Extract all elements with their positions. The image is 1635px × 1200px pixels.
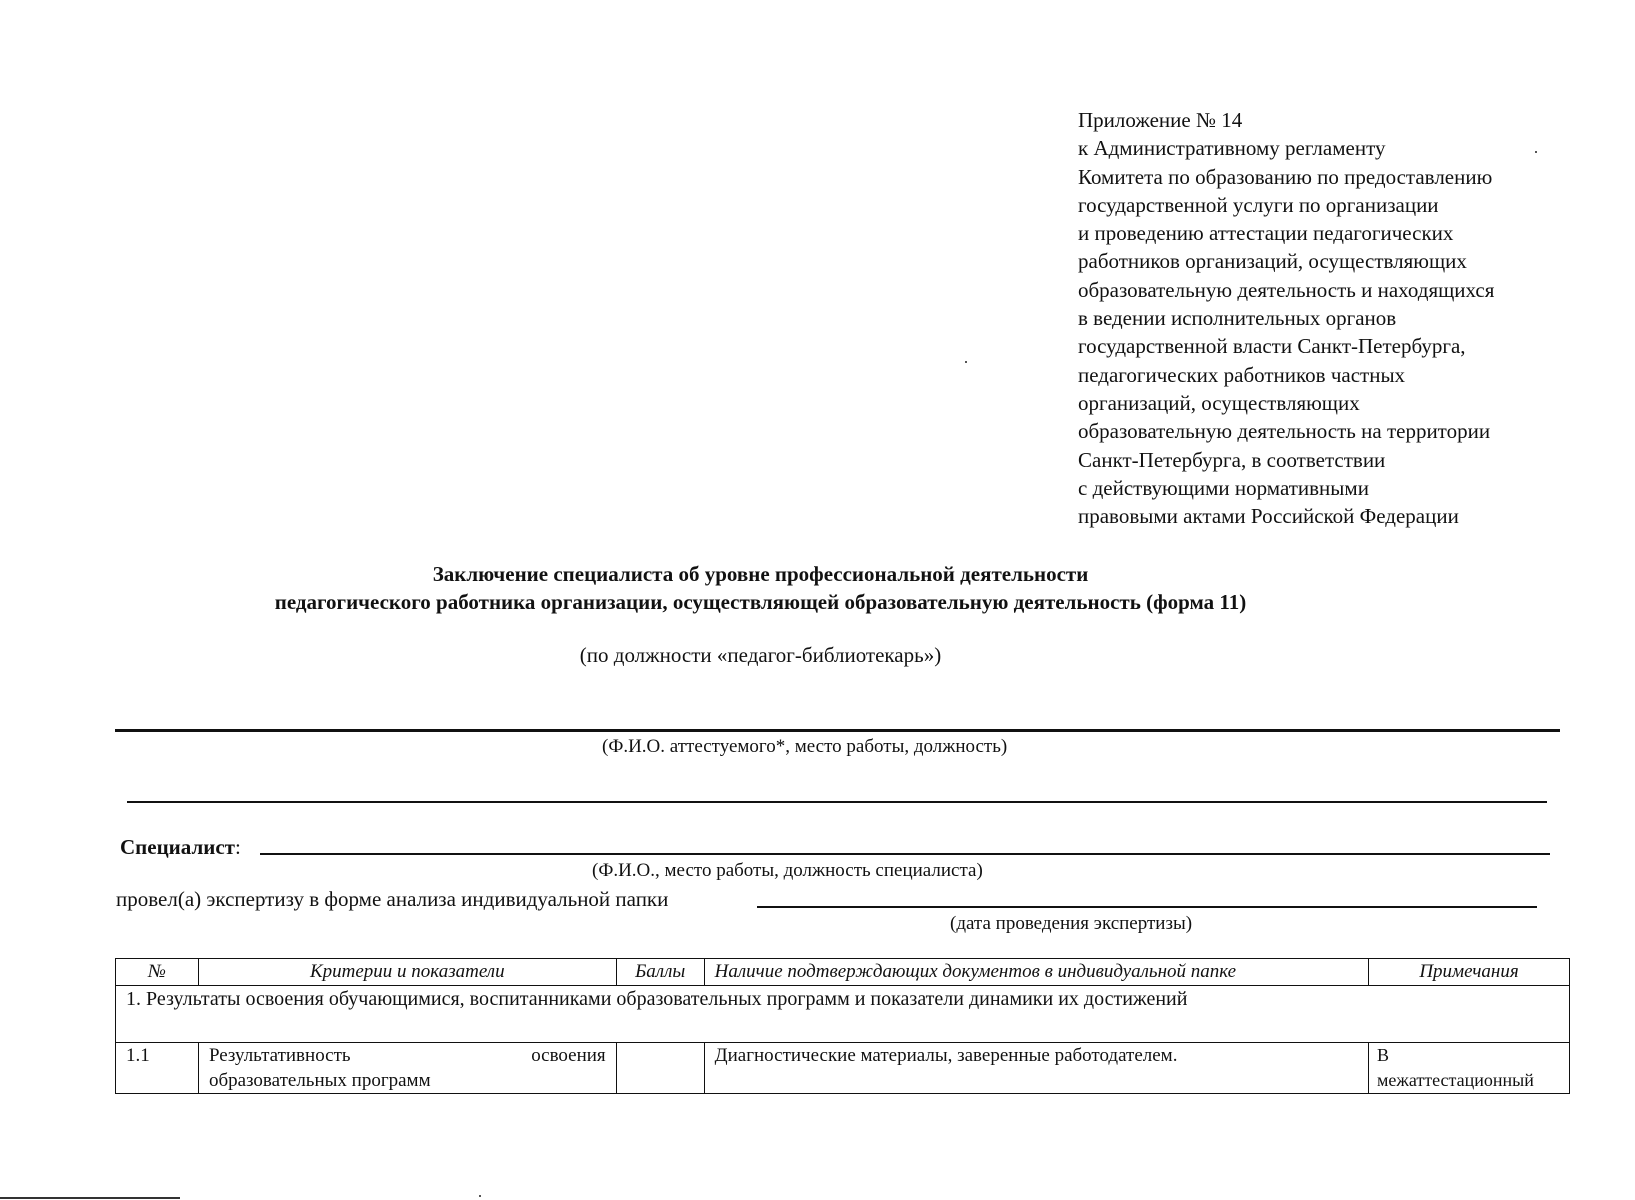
row-num: 1.1 xyxy=(116,1043,199,1094)
annex-line: педагогических работников частных xyxy=(1078,362,1406,387)
header-score: Баллы xyxy=(616,959,704,986)
annex-line: государственной услуги по организации xyxy=(1078,192,1439,217)
attestee-field-line[interactable] xyxy=(115,729,1560,732)
section-1-title: 1. Результаты освоения обучающимися, воспитанниками образовательных программ и показатели динамики их достижений xyxy=(116,986,1570,1043)
expertise-date-line[interactable] xyxy=(757,906,1537,908)
specialist-field-line[interactable] xyxy=(260,853,1550,855)
attestee-field-line-2[interactable] xyxy=(127,801,1547,803)
scan-speck xyxy=(1535,151,1537,153)
annex-line: работников организаций, осуществляющих xyxy=(1078,249,1467,274)
document-title-line2: педагогического работника организации, осуществляющей образовательную деятельность (форма 11) xyxy=(274,590,1247,614)
date-caption: (дата проведения экспертизы) xyxy=(950,913,1193,934)
row-notes: В межаттестационный xyxy=(1369,1043,1570,1094)
row-score-cell[interactable] xyxy=(616,1043,704,1094)
annex-line: и проведению аттестации педагогических xyxy=(1078,221,1454,246)
annex-line: к Административному регламенту xyxy=(1078,136,1386,161)
criteria-table xyxy=(115,958,1570,1094)
annex-line: правовыми актами Российской Федерации xyxy=(1078,504,1459,529)
annex-line: с действующими нормативными xyxy=(1078,475,1369,500)
attestee-caption: (Ф.И.О. аттестуемого*, место работы, должность) xyxy=(602,736,1008,757)
specialist-label: Специалист: xyxy=(120,835,241,859)
scan-edge-line xyxy=(0,1197,180,1199)
row-documents: Диагностические материалы, заверенные работодателем. xyxy=(704,1043,1368,1094)
section-header-row xyxy=(116,986,1570,1043)
scan-speck xyxy=(965,361,967,363)
annex-line: Приложение № 14 xyxy=(1078,108,1243,132)
expertise-label: провел(а) экспертизу в форме анализа индивидуальной папки xyxy=(116,887,669,911)
annex-line: в ведении исполнительных органов xyxy=(1078,306,1397,331)
header-num: № xyxy=(116,959,199,986)
header-documents: Наличие подтверждающих документов в индивидуальной папке xyxy=(704,959,1368,986)
position-subtitle: (по должности «педагог-библиотекарь») xyxy=(579,643,942,667)
annex-line: государственной власти Санкт-Петербурга, xyxy=(1078,334,1466,359)
annex-line: Комитета по образованию по предоставлению xyxy=(1078,164,1493,189)
annex-line: Санкт-Петербурга, в соответствии xyxy=(1078,447,1386,472)
header-notes: Примечания xyxy=(1369,959,1570,986)
header-criteria: Критерии и показатели xyxy=(198,959,616,986)
annex-line: образовательную деятельность и находящихся xyxy=(1078,277,1495,302)
annex-block xyxy=(1078,106,1598,530)
table-header-row xyxy=(116,959,1570,986)
document-title: Заключение специалиста об уровне профессиональной деятельности xyxy=(432,562,1089,586)
annex-line: образовательную деятельность на территории xyxy=(1078,419,1491,444)
scan-speck xyxy=(479,1195,481,1197)
annex-line: организаций, осуществляющих xyxy=(1078,390,1360,415)
specialist-caption: (Ф.И.О., место работы, должность специалиста) xyxy=(592,860,983,881)
table-row xyxy=(116,1043,1570,1094)
row-criteria: Результативность освоения образовательных программ xyxy=(198,1043,616,1094)
